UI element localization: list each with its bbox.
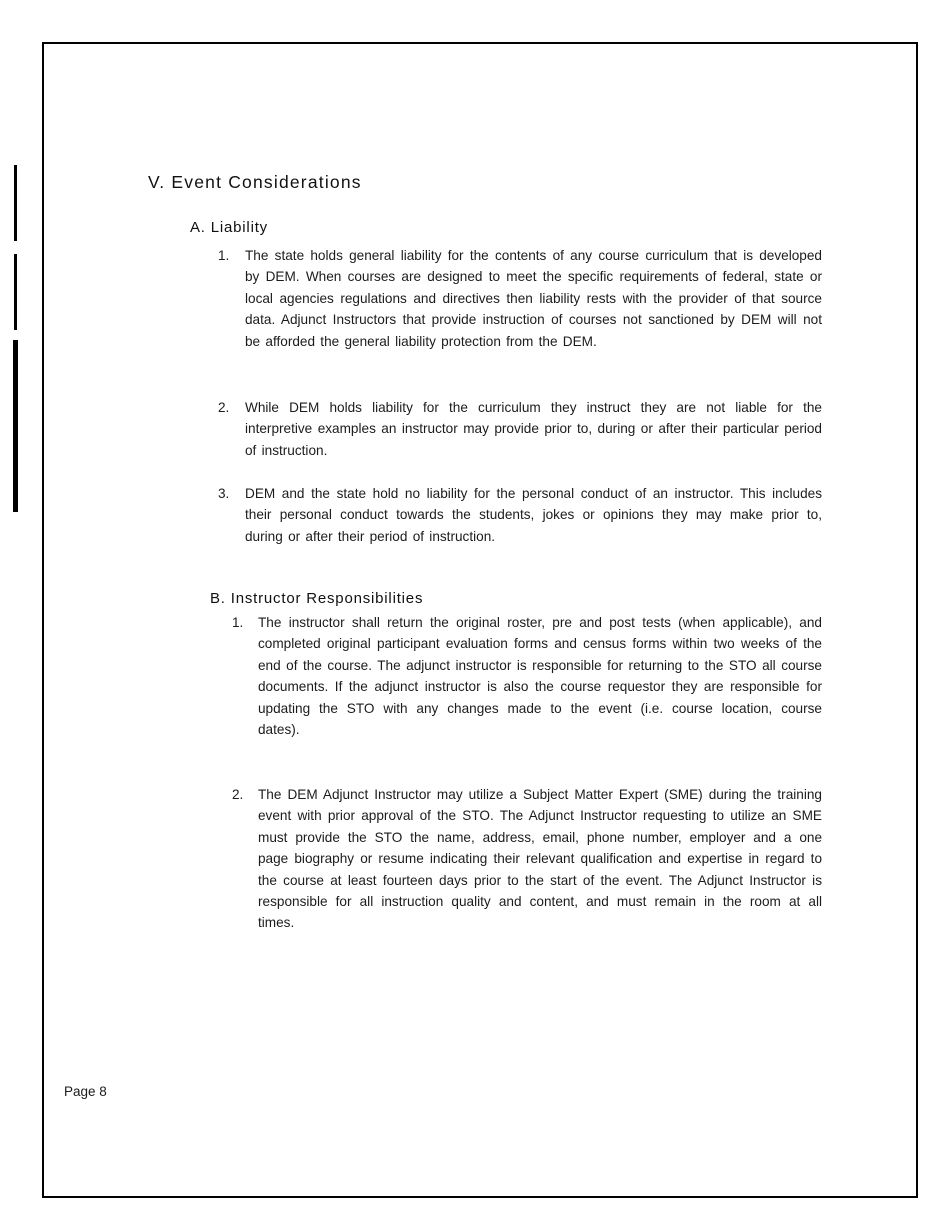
list-item-number: 1. <box>218 248 230 263</box>
list-item <box>218 483 822 547</box>
section-heading-instructor-responsibilities: B. Instructor Responsibilities <box>210 590 424 607</box>
scan-artifact-mark <box>14 254 17 330</box>
list-item <box>218 245 822 352</box>
list-item-text: DEM and the state hold no liability for the personal conduct of an instructor. This includes their personal conduct towards the students, jokes or opinions they may make prior to, during or after their period of instruction. <box>245 486 822 544</box>
list-item-text: The DEM Adjunct Instructor may utilize a Subject Matter Expert (SME) during the training event with prior approval of the STO. The Adjunct Instructor requesting to utilize an SME must provide the STO the name, address, email, phone number, employer and a one page biography or resume indicating their relevant qualification and expertise in regard to the course at least fourteen days prior to the start of the event. The Adjunct Instructor is responsible for all instruction quality and content, and must remain in the room at all times. <box>258 787 822 931</box>
scan-artifact-mark <box>14 165 17 241</box>
scan-artifact-mark <box>13 340 18 512</box>
list-item-number: 2. <box>218 400 230 415</box>
list-item-text: The state holds general liability for the contents of any course curriculum that is developed by DEM. When courses are designed to meet the specific requirements of federal, state or local agencies regulations and directives then liability rests with the provider of that source data. Adjunct Instructors that provide instruction of courses not sanctioned by DEM will not be afforded the general liability protection from the DEM. <box>245 248 822 349</box>
section-heading-liability: A. Liability <box>190 219 268 236</box>
page-number-label: Page 8 <box>64 1084 107 1099</box>
list-item-number: 1. <box>232 615 244 630</box>
list-item <box>218 397 822 461</box>
list-item-number: 2. <box>232 787 244 802</box>
list-item-number: 3. <box>218 486 230 501</box>
document-title: V. Event Considerations <box>148 172 362 192</box>
list-item <box>232 784 822 934</box>
list-item-text: While DEM holds liability for the curriculum they instruct they are not liable for the interpretive examples an instructor may provide prior to, during or after their particular period of instruction. <box>245 400 822 458</box>
list-item-text: The instructor shall return the original roster, pre and post tests (when applicable), and completed original participant evaluation forms and census forms within two weeks of the end of the course. The adjunct instructor is responsible for returning to the STO all course documents. If the adjunct instructor is also the course requestor they are responsible for updating the STO with any changes made to the event (i.e. course location, course dates). <box>258 615 822 738</box>
list-item <box>232 612 822 740</box>
page-border-frame <box>42 42 918 1198</box>
